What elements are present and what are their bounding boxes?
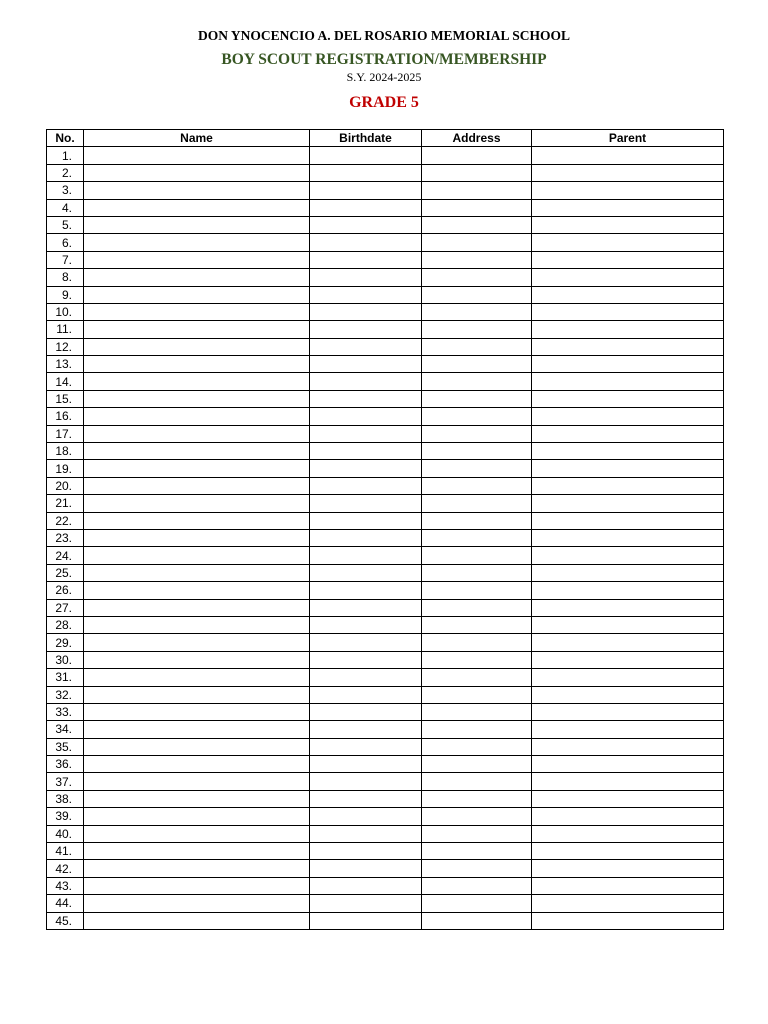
name-cell[interactable] — [84, 895, 310, 912]
birthdate-cell[interactable] — [310, 721, 422, 738]
table-body — [47, 147, 724, 930]
birthdate-cell[interactable] — [310, 895, 422, 912]
birthdate-cell[interactable] — [310, 512, 422, 529]
name-cell[interactable] — [84, 303, 310, 320]
column-header-parent: Parent — [532, 130, 724, 147]
row-number: 6. — [47, 234, 84, 251]
name-cell[interactable] — [84, 147, 310, 164]
birthdate-cell[interactable] — [310, 321, 422, 338]
parent-cell[interactable] — [532, 912, 724, 929]
name-cell[interactable] — [84, 251, 310, 268]
address-cell[interactable] — [422, 703, 532, 720]
table-row — [47, 547, 724, 564]
name-cell[interactable] — [84, 234, 310, 251]
name-cell[interactable] — [84, 199, 310, 216]
name-cell[interactable] — [84, 738, 310, 755]
birthdate-cell[interactable] — [310, 251, 422, 268]
table-row — [47, 773, 724, 790]
table-row — [47, 843, 724, 860]
row-number: 33. — [47, 703, 84, 720]
parent-cell[interactable] — [532, 808, 724, 825]
table-row — [47, 303, 724, 320]
parent-cell[interactable] — [532, 477, 724, 494]
birthdate-cell[interactable] — [310, 599, 422, 616]
name-cell[interactable] — [84, 216, 310, 233]
row-number: 22. — [47, 512, 84, 529]
name-cell[interactable] — [84, 634, 310, 651]
birthdate-cell[interactable] — [310, 495, 422, 512]
parent-cell[interactable] — [532, 164, 724, 181]
table-row — [47, 269, 724, 286]
row-number: 19. — [47, 460, 84, 477]
address-cell[interactable] — [422, 460, 532, 477]
row-number: 28. — [47, 616, 84, 633]
table-row — [47, 321, 724, 338]
row-number: 8. — [47, 269, 84, 286]
table-row — [47, 199, 724, 216]
name-cell[interactable] — [84, 877, 310, 894]
address-cell[interactable] — [422, 408, 532, 425]
name-cell[interactable] — [84, 721, 310, 738]
name-cell[interactable] — [84, 495, 310, 512]
parent-cell[interactable] — [532, 703, 724, 720]
row-number: 13. — [47, 356, 84, 373]
table-row — [47, 616, 724, 633]
parent-cell[interactable] — [532, 373, 724, 390]
address-cell[interactable] — [422, 616, 532, 633]
table-row — [47, 443, 724, 460]
table-row — [47, 895, 724, 912]
parent-cell[interactable] — [532, 495, 724, 512]
address-cell[interactable] — [422, 912, 532, 929]
name-cell[interactable] — [84, 529, 310, 546]
address-cell[interactable] — [422, 251, 532, 268]
row-number: 12. — [47, 338, 84, 355]
table-row — [47, 582, 724, 599]
table-row — [47, 425, 724, 442]
table-row — [47, 877, 724, 894]
address-cell[interactable] — [422, 790, 532, 807]
parent-cell[interactable] — [532, 234, 724, 251]
birthdate-cell[interactable] — [310, 860, 422, 877]
table-row — [47, 338, 724, 355]
name-cell[interactable] — [84, 477, 310, 494]
birthdate-cell[interactable] — [310, 373, 422, 390]
row-number: 39. — [47, 808, 84, 825]
address-cell[interactable] — [422, 512, 532, 529]
name-cell[interactable] — [84, 808, 310, 825]
row-number: 2. — [47, 164, 84, 181]
birthdate-cell[interactable] — [310, 216, 422, 233]
table-row — [47, 564, 724, 581]
table-row — [47, 460, 724, 477]
parent-cell[interactable] — [532, 321, 724, 338]
birthdate-cell[interactable] — [310, 164, 422, 181]
birthdate-cell[interactable] — [310, 425, 422, 442]
parent-cell[interactable] — [532, 216, 724, 233]
row-number: 44. — [47, 895, 84, 912]
table-row — [47, 860, 724, 877]
parent-cell[interactable] — [532, 529, 724, 546]
table-row — [47, 825, 724, 842]
form-title: BOY SCOUT REGISTRATION/MEMBERSHIP — [221, 51, 547, 68]
table-row — [47, 286, 724, 303]
grade-label: GRADE 5 — [349, 94, 419, 111]
address-cell[interactable] — [422, 269, 532, 286]
parent-cell[interactable] — [532, 425, 724, 442]
row-number: 21. — [47, 495, 84, 512]
row-number: 42. — [47, 860, 84, 877]
birthdate-cell[interactable] — [310, 912, 422, 929]
address-cell[interactable] — [422, 147, 532, 164]
row-number: 3. — [47, 182, 84, 199]
row-number: 20. — [47, 477, 84, 494]
table-row — [47, 477, 724, 494]
name-cell[interactable] — [84, 825, 310, 842]
birthdate-cell[interactable] — [310, 651, 422, 668]
address-cell[interactable] — [422, 216, 532, 233]
parent-cell[interactable] — [532, 651, 724, 668]
table-row — [47, 390, 724, 407]
address-cell[interactable] — [422, 321, 532, 338]
birthdate-cell[interactable] — [310, 686, 422, 703]
parent-cell[interactable] — [532, 443, 724, 460]
row-number: 41. — [47, 843, 84, 860]
birthdate-cell[interactable] — [310, 582, 422, 599]
name-cell[interactable] — [84, 286, 310, 303]
name-cell[interactable] — [84, 564, 310, 581]
name-cell[interactable] — [84, 843, 310, 860]
name-cell[interactable] — [84, 912, 310, 929]
parent-cell[interactable] — [532, 408, 724, 425]
column-header-name: Name — [84, 130, 310, 147]
table-row — [47, 373, 724, 390]
name-cell[interactable] — [84, 790, 310, 807]
table-row — [47, 234, 724, 251]
parent-cell[interactable] — [532, 773, 724, 790]
parent-cell[interactable] — [532, 199, 724, 216]
parent-cell[interactable] — [532, 286, 724, 303]
table-row — [47, 251, 724, 268]
address-cell[interactable] — [422, 686, 532, 703]
table-row — [47, 686, 724, 703]
birthdate-cell[interactable] — [310, 199, 422, 216]
parent-cell[interactable] — [532, 860, 724, 877]
address-cell[interactable] — [422, 390, 532, 407]
address-cell[interactable] — [422, 356, 532, 373]
birthdate-cell[interactable] — [310, 756, 422, 773]
address-cell[interactable] — [422, 808, 532, 825]
table-row — [47, 756, 724, 773]
address-cell[interactable] — [422, 234, 532, 251]
row-number: 17. — [47, 425, 84, 442]
row-number: 10. — [47, 303, 84, 320]
birthdate-cell[interactable] — [310, 356, 422, 373]
address-cell[interactable] — [422, 338, 532, 355]
address-cell[interactable] — [422, 164, 532, 181]
row-number: 35. — [47, 738, 84, 755]
address-cell[interactable] — [422, 425, 532, 442]
name-cell[interactable] — [84, 756, 310, 773]
parent-cell[interactable] — [532, 338, 724, 355]
parent-cell[interactable] — [532, 616, 724, 633]
address-cell[interactable] — [422, 547, 532, 564]
name-cell[interactable] — [84, 582, 310, 599]
parent-cell[interactable] — [532, 582, 724, 599]
row-number: 36. — [47, 756, 84, 773]
birthdate-cell[interactable] — [310, 338, 422, 355]
address-cell[interactable] — [422, 199, 532, 216]
row-number: 1. — [47, 147, 84, 164]
name-cell[interactable] — [84, 390, 310, 407]
table-row — [47, 651, 724, 668]
table-row — [47, 912, 724, 929]
name-cell[interactable] — [84, 408, 310, 425]
name-cell[interactable] — [84, 616, 310, 633]
birthdate-cell[interactable] — [310, 616, 422, 633]
parent-cell[interactable] — [532, 599, 724, 616]
address-cell[interactable] — [422, 477, 532, 494]
birthdate-cell[interactable] — [310, 477, 422, 494]
address-cell[interactable] — [422, 860, 532, 877]
parent-cell[interactable] — [532, 512, 724, 529]
row-number: 37. — [47, 773, 84, 790]
birthdate-cell[interactable] — [310, 269, 422, 286]
address-cell[interactable] — [422, 599, 532, 616]
parent-cell[interactable] — [532, 390, 724, 407]
row-number: 9. — [47, 286, 84, 303]
name-cell[interactable] — [84, 373, 310, 390]
parent-cell[interactable] — [532, 825, 724, 842]
address-cell[interactable] — [422, 756, 532, 773]
name-cell[interactable] — [84, 512, 310, 529]
birthdate-cell[interactable] — [310, 773, 422, 790]
parent-cell[interactable] — [532, 877, 724, 894]
name-cell[interactable] — [84, 338, 310, 355]
row-number: 7. — [47, 251, 84, 268]
name-cell[interactable] — [84, 164, 310, 181]
row-number: 16. — [47, 408, 84, 425]
parent-cell[interactable] — [532, 895, 724, 912]
column-header-address: Address — [422, 130, 532, 147]
address-cell[interactable] — [422, 877, 532, 894]
birthdate-cell[interactable] — [310, 669, 422, 686]
name-cell[interactable] — [84, 269, 310, 286]
birthdate-cell[interactable] — [310, 303, 422, 320]
birthdate-cell[interactable] — [310, 564, 422, 581]
birthdate-cell[interactable] — [310, 843, 422, 860]
address-cell[interactable] — [422, 443, 532, 460]
parent-cell[interactable] — [532, 790, 724, 807]
birthdate-cell[interactable] — [310, 286, 422, 303]
parent-cell[interactable] — [532, 686, 724, 703]
parent-cell[interactable] — [532, 356, 724, 373]
name-cell[interactable] — [84, 773, 310, 790]
parent-cell[interactable] — [532, 564, 724, 581]
parent-cell[interactable] — [532, 460, 724, 477]
address-cell[interactable] — [422, 495, 532, 512]
birthdate-cell[interactable] — [310, 443, 422, 460]
row-number: 11. — [47, 321, 84, 338]
row-number: 38. — [47, 790, 84, 807]
parent-cell[interactable] — [532, 547, 724, 564]
address-cell[interactable] — [422, 303, 532, 320]
row-number: 14. — [47, 373, 84, 390]
row-number: 34. — [47, 721, 84, 738]
birthdate-cell[interactable] — [310, 738, 422, 755]
birthdate-cell[interactable] — [310, 182, 422, 199]
parent-cell[interactable] — [532, 721, 724, 738]
birthdate-cell[interactable] — [310, 460, 422, 477]
row-number: 40. — [47, 825, 84, 842]
name-cell[interactable] — [84, 425, 310, 442]
table-row — [47, 790, 724, 807]
table-row — [47, 738, 724, 755]
parent-cell[interactable] — [532, 634, 724, 651]
name-cell[interactable] — [84, 443, 310, 460]
table-row — [47, 147, 724, 164]
parent-cell[interactable] — [532, 182, 724, 199]
table-row — [47, 721, 724, 738]
column-header-birthdate: Birthdate — [310, 130, 422, 147]
table-row — [47, 356, 724, 373]
table-header-row — [47, 130, 724, 147]
row-number: 5. — [47, 216, 84, 233]
address-cell[interactable] — [422, 651, 532, 668]
row-number: 29. — [47, 634, 84, 651]
birthdate-cell[interactable] — [310, 529, 422, 546]
row-number: 43. — [47, 877, 84, 894]
address-cell[interactable] — [422, 669, 532, 686]
parent-cell[interactable] — [532, 756, 724, 773]
table-row — [47, 216, 724, 233]
address-cell[interactable] — [422, 895, 532, 912]
row-number: 30. — [47, 651, 84, 668]
row-number: 31. — [47, 669, 84, 686]
birthdate-cell[interactable] — [310, 408, 422, 425]
parent-cell[interactable] — [532, 251, 724, 268]
name-cell[interactable] — [84, 686, 310, 703]
row-number: 4. — [47, 199, 84, 216]
table-row — [47, 703, 724, 720]
birthdate-cell[interactable] — [310, 825, 422, 842]
birthdate-cell[interactable] — [310, 634, 422, 651]
parent-cell[interactable] — [532, 303, 724, 320]
address-cell[interactable] — [422, 182, 532, 199]
school-year: S.Y. 2024-2025 — [346, 70, 422, 84]
address-cell[interactable] — [422, 721, 532, 738]
name-cell[interactable] — [84, 460, 310, 477]
table-row — [47, 669, 724, 686]
name-cell[interactable] — [84, 321, 310, 338]
name-cell[interactable] — [84, 182, 310, 199]
table-row — [47, 599, 724, 616]
table-row — [47, 495, 724, 512]
birthdate-cell[interactable] — [310, 234, 422, 251]
row-number: 45. — [47, 912, 84, 929]
row-number: 27. — [47, 599, 84, 616]
parent-cell[interactable] — [532, 669, 724, 686]
address-cell[interactable] — [422, 582, 532, 599]
name-cell[interactable] — [84, 599, 310, 616]
birthdate-cell[interactable] — [310, 390, 422, 407]
address-cell[interactable] — [422, 634, 532, 651]
name-cell[interactable] — [84, 703, 310, 720]
parent-cell[interactable] — [532, 843, 724, 860]
row-number: 32. — [47, 686, 84, 703]
address-cell[interactable] — [422, 843, 532, 860]
birthdate-cell[interactable] — [310, 877, 422, 894]
row-number: 23. — [47, 529, 84, 546]
name-cell[interactable] — [84, 547, 310, 564]
school-name: DON YNOCENCIO A. DEL ROSARIO MEMORIAL SCHOOL — [198, 28, 570, 43]
row-number: 18. — [47, 443, 84, 460]
address-cell[interactable] — [422, 738, 532, 755]
row-number: 15. — [47, 390, 84, 407]
row-number: 25. — [47, 564, 84, 581]
birthdate-cell[interactable] — [310, 703, 422, 720]
table-row — [47, 182, 724, 199]
parent-cell[interactable] — [532, 738, 724, 755]
row-number: 26. — [47, 582, 84, 599]
birthdate-cell[interactable] — [310, 547, 422, 564]
registration-table — [46, 129, 724, 930]
address-cell[interactable] — [422, 286, 532, 303]
address-cell[interactable] — [422, 825, 532, 842]
name-cell[interactable] — [84, 651, 310, 668]
birthdate-cell[interactable] — [310, 147, 422, 164]
address-cell[interactable] — [422, 529, 532, 546]
table-row — [47, 512, 724, 529]
name-cell[interactable] — [84, 356, 310, 373]
address-cell[interactable] — [422, 373, 532, 390]
address-cell[interactable] — [422, 773, 532, 790]
parent-cell[interactable] — [532, 147, 724, 164]
table-row — [47, 408, 724, 425]
column-header-no: No. — [47, 130, 84, 147]
table-row — [47, 529, 724, 546]
address-cell[interactable] — [422, 564, 532, 581]
birthdate-cell[interactable] — [310, 790, 422, 807]
birthdate-cell[interactable] — [310, 808, 422, 825]
row-number: 24. — [47, 547, 84, 564]
parent-cell[interactable] — [532, 269, 724, 286]
name-cell[interactable] — [84, 669, 310, 686]
table-row — [47, 634, 724, 651]
table-row — [47, 808, 724, 825]
table-row — [47, 164, 724, 181]
name-cell[interactable] — [84, 860, 310, 877]
